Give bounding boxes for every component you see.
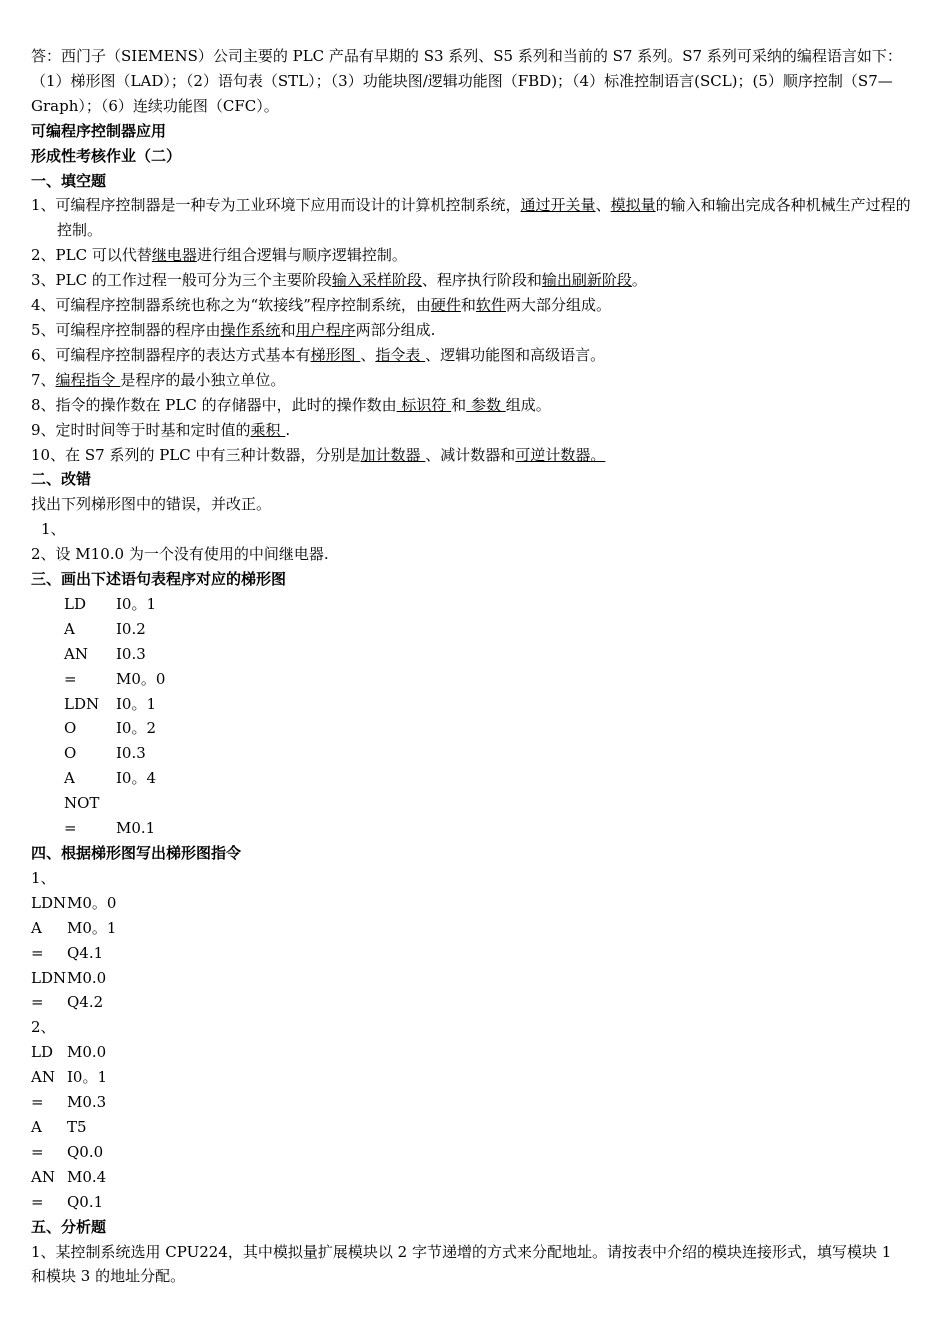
section-heading-correction: 二、改错 [31, 470, 92, 489]
code-line: = Q4.1 [31, 943, 104, 962]
code-line: LD I0。1 [64, 594, 157, 613]
answer-blank: 输入采样阶段 [331, 271, 422, 290]
instructions-code-block-1 [31, 891, 911, 1016]
code-line: = M0.3 [31, 1093, 107, 1112]
question-6: 6、可编程序控制器程序的表达方式基本有梯形图 、指令表 、逻辑功能图和高级语言。 [31, 345, 606, 364]
section-heading-analysis: 五、分析题 [31, 1217, 107, 1236]
answer-blank: 通过开关量 [520, 196, 596, 215]
answer-blank: 输出刷新阶段 [541, 271, 632, 290]
correction-intro: 找出下列梯形图中的错误，并改正。 [31, 495, 272, 514]
answer-blank: 参数 [466, 395, 506, 414]
question-2: 2、PLC 可以代替继电器进行组合逻辑与顺序逻辑控制。 [31, 246, 407, 265]
code-line: = Q4.2 [31, 993, 104, 1012]
question-8: 8、指令的操作数在 PLC 的存储器中，此时的操作数由 标识符 和 参数 组成。 [31, 395, 551, 414]
answer-blank: 标识符 [396, 395, 452, 414]
code-line: = Q0.0 [31, 1142, 104, 1161]
answer-blank: 继电器 [151, 246, 197, 265]
section-heading-ladder: 三、画出下述语句表程序对应的梯形图 [31, 570, 287, 589]
instructions-code-block-2 [31, 1040, 911, 1214]
code-line: = Q0.1 [31, 1192, 104, 1211]
question-3: 3、PLC 的工作过程一般可分为三个主要阶段输入采样阶段、程序执行阶段和输出刷新阶段。 [31, 271, 647, 290]
answer-blank: 指令表 [375, 345, 426, 364]
answer-blank: 软件 [475, 296, 506, 315]
doc-title: 可编程序控制器应用 [31, 121, 167, 140]
answer-blank: 加计数器 [360, 445, 426, 464]
code-line: LD M0.0 [31, 1043, 107, 1062]
answer-blank: 硬件 [430, 296, 461, 315]
code-line: NOT [64, 794, 100, 813]
code-line: AN M0.4 [31, 1167, 107, 1186]
answer-paragraph: 答：西门子（SIEMENS）公司主要的 PLC 产品有早期的 S3 系列、S5 系列和当前的 S7 系列。S7 系列可采纳的编程语言如下：（1）梯形图（LAD）；（2）语句表（STL）；（3）功能块图/逻辑功能图（FBD)；（4）标准控制语言(SCL)；(5）顺序控制（S7—Graph）；（6）连续功能图（CFC）。 [31, 47, 902, 115]
analysis-question-1: 1、某控制系统选用 CPU224，其中模拟量扩展模块以 2 字节递增的方式来分配地址。请按表中介绍的模块连接形式，填写模块 1 和模块 3 的地址分配。 [31, 1242, 892, 1286]
answer-blank: 梯形图 [310, 345, 361, 364]
code-line: LDN M0.0 [31, 968, 107, 987]
question-9: 9、定时时间等于时基和定时值的乘积 . [31, 420, 291, 439]
code-line: AN I0。1 [31, 1068, 108, 1087]
answer-blank: 操作系统 [220, 320, 281, 339]
code-line: LDN M0。0 [31, 893, 117, 912]
answer-blank: 编程指令 [55, 370, 121, 389]
instructions-label-2: 2、 [31, 1018, 56, 1037]
question-1: 1、可编程序控制器是一种专为工业环境下应用而设计的计算机控制系统，通过开关量、模拟量的输入和输出完成各种机械生产过程的控制。 [31, 196, 911, 240]
question-4: 4、可编程序控制器系统也称之为“软接线”程序控制系统，由硬件和软件两大部分组成。 [31, 296, 611, 315]
answer-blank: 可逆计数器。 [515, 445, 606, 464]
instructions-label-1: 1、 [31, 868, 56, 887]
section-heading-fill-blank: 一、填空题 [31, 171, 107, 190]
code-line: AN I0.3 [64, 644, 146, 663]
code-line: A M0。1 [31, 918, 117, 937]
question-7: 7、编程指令 是程序的最小独立单位。 [31, 370, 286, 389]
question-10: 10、在 S7 系列的 PLC 中有三种计数器，分别是加计数器 、减计数器和可逆计数器。 [31, 445, 606, 464]
stl-code-block [31, 592, 911, 841]
doc-subtitle: 形成性考核作业（二） [31, 146, 182, 165]
correction-item-2: 2、设 M10.0 为一个没有使用的中间继电器. [31, 545, 329, 564]
question-5: 5、可编程序控制器的程序由操作系统和用户程序两部分组成. [31, 320, 436, 339]
answer-blank: 模拟量 [610, 196, 656, 215]
code-line: O I0。2 [64, 719, 157, 738]
code-line: = M0。0 [64, 669, 166, 688]
section-heading-instructions: 四、根据梯形图写出梯形图指令 [31, 844, 242, 862]
answer-blank: 用户程序 [295, 320, 356, 339]
code-line: A I0.2 [64, 619, 146, 638]
correction-item-1: 1、 [41, 520, 66, 539]
code-line: LDN I0。1 [64, 694, 157, 713]
code-line: A I0。4 [64, 769, 157, 788]
code-line: O I0.3 [64, 744, 146, 763]
code-line: A T5 [31, 1117, 87, 1136]
code-line: = M0.1 [64, 819, 156, 838]
answer-blank: 乘积 [250, 420, 286, 439]
document-page [31, 44, 911, 1289]
